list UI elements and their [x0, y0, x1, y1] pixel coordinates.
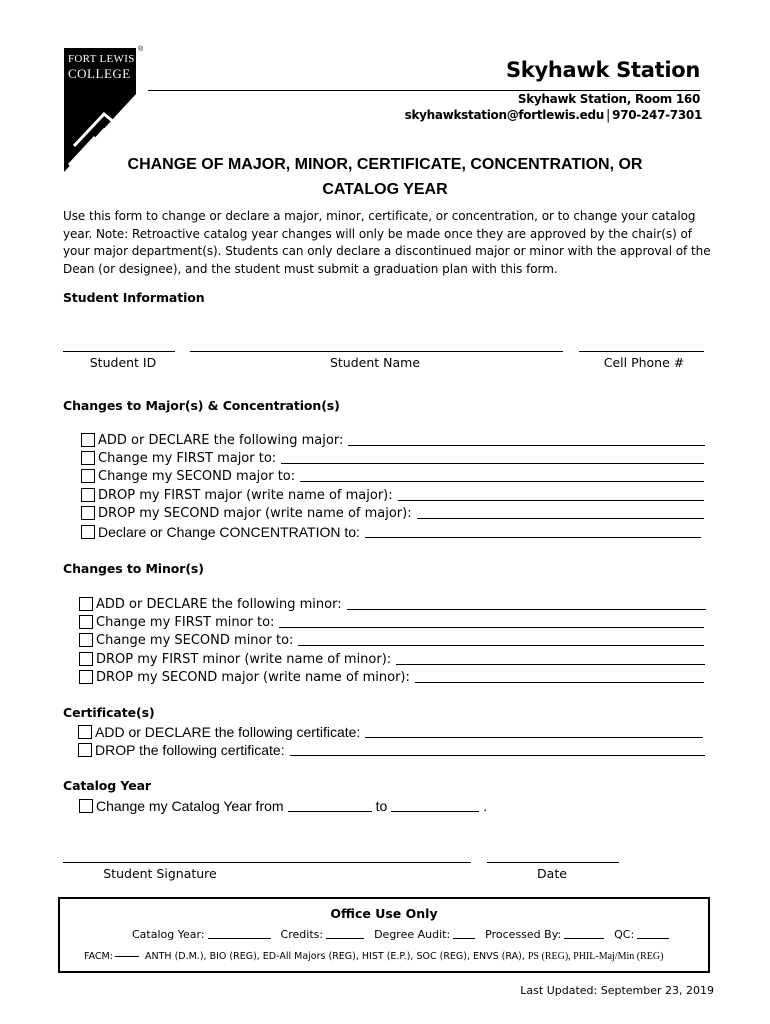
office-processed-by-label: Processed By:: [485, 928, 562, 941]
minor-add-label: ADD or DECLARE the following minor:: [96, 597, 342, 612]
major-second-field[interactable]: [300, 481, 704, 482]
office-catalog-year-label: Catalog Year:: [132, 928, 205, 941]
office-facm-field[interactable]: [115, 956, 139, 957]
major-add-field[interactable]: [348, 445, 705, 446]
minor-drop-first-field[interactable]: [396, 664, 705, 665]
office-phone: 970-247-7301: [612, 108, 702, 122]
form-title: [60, 152, 710, 202]
logo-text-line2: COLLEGE: [68, 66, 131, 81]
minor-drop-first-label: DROP my FIRST minor (write name of minor):: [96, 652, 392, 667]
minor-drop-second-checkbox[interactable]: [79, 670, 93, 684]
catalog-year-from-field[interactable]: [288, 811, 372, 812]
major-drop-second-checkbox[interactable]: [81, 506, 95, 520]
minor-drop-second-label: DROP my SECOND major (write name of minor):: [96, 670, 410, 685]
major-option-first: [81, 448, 704, 466]
catalog-year-period: .: [483, 798, 488, 814]
major-option-drop-first: [81, 485, 704, 503]
minor-second-checkbox[interactable]: [79, 633, 93, 647]
form-title-line1: CHANGE OF MAJOR, MINOR, CERTIFICATE, CONCENTRATION, OR: [127, 156, 643, 173]
major-drop-second-label: DROP my SECOND major (write name of major):: [98, 506, 412, 521]
major-second-checkbox[interactable]: [81, 469, 95, 483]
office-processed-by-field[interactable]: [564, 938, 604, 939]
student-id-label: Student ID: [89, 355, 157, 370]
student-name-field[interactable]: [190, 351, 563, 352]
student-signature-label: Student Signature: [103, 866, 217, 881]
office-contact: [405, 108, 702, 123]
student-signature-field[interactable]: [63, 862, 471, 863]
certificate-add-label: ADD or DECLARE the following certificate:: [95, 724, 361, 740]
catalog-year-to-label: to: [375, 798, 388, 814]
major-option-add: [81, 430, 705, 448]
major-first-checkbox[interactable]: [81, 451, 95, 465]
major-option-drop-second: [81, 503, 704, 521]
office-credits-label: Credits:: [280, 928, 324, 941]
minor-option-first: [79, 612, 704, 630]
certificate-option-add: [78, 722, 703, 740]
certificates-heading: Certificate(s): [63, 705, 155, 720]
minor-drop-second-field[interactable]: [415, 682, 704, 683]
office-location: Skyhawk Station, Room 160: [517, 92, 700, 106]
office-facm-text-serif: PS (REG), PHIL-Maj/Min (REG): [527, 951, 664, 962]
major-first-field[interactable]: [281, 463, 704, 464]
certificate-drop-label: DROP the following certificate:: [95, 742, 285, 758]
minor-add-field[interactable]: [347, 609, 706, 610]
student-info-heading: Student Information: [63, 290, 205, 305]
office-credits-field[interactable]: [326, 938, 364, 939]
certificate-drop-checkbox[interactable]: [78, 743, 92, 757]
minor-option-add: [79, 594, 706, 612]
last-updated: Last Updated: September 23, 2019: [520, 984, 714, 997]
certificate-option-drop: [78, 740, 705, 758]
majors-heading: Changes to Major(s) & Concentration(s): [63, 398, 340, 413]
minor-add-checkbox[interactable]: [79, 597, 93, 611]
student-name-label: Student Name: [329, 355, 421, 370]
office-name-title: Skyhawk Station: [505, 58, 700, 82]
cell-phone-field[interactable]: [579, 351, 704, 352]
major-drop-first-checkbox[interactable]: [81, 488, 95, 502]
major-drop-first-field[interactable]: [398, 500, 704, 501]
header-rule: [148, 90, 700, 91]
major-add-checkbox[interactable]: [81, 433, 95, 447]
catalog-year-prefix: Change my Catalog Year from: [96, 798, 284, 814]
concentration-field[interactable]: [365, 537, 701, 538]
major-drop-first-label: DROP my FIRST major (write name of major):: [98, 488, 393, 503]
catalog-year-heading: Catalog Year: [63, 778, 151, 793]
minor-first-label: Change my FIRST minor to:: [96, 615, 275, 630]
catalog-year-to-field[interactable]: [391, 811, 479, 812]
logo-text-line1: FORT LEWIS: [68, 53, 135, 65]
office-qc-field[interactable]: [637, 938, 669, 939]
major-first-label: Change my FIRST major to:: [98, 451, 277, 466]
office-facm-text: ANTH (D.M.), BIO (REG), ED-All Majors (REG), HIST (E.P.), SOC (REG), ENVS (RA),: [145, 951, 525, 962]
certificate-add-checkbox[interactable]: [78, 725, 92, 739]
major-add-label: ADD or DECLARE the following major:: [98, 433, 344, 448]
office-facm-label: FACM:: [84, 951, 113, 962]
major-drop-second-field[interactable]: [417, 518, 704, 519]
date-label: Date: [537, 866, 567, 881]
cell-phone-label: Cell Phone #: [603, 355, 685, 370]
minor-drop-first-checkbox[interactable]: [79, 652, 93, 666]
registered-mark: ®: [138, 46, 144, 53]
minor-first-checkbox[interactable]: [79, 615, 93, 629]
concentration-option: [81, 522, 701, 540]
minor-option-drop-first: [79, 649, 705, 667]
date-field[interactable]: [487, 862, 619, 863]
catalog-year-option: [79, 796, 487, 814]
office-use-box: [58, 897, 710, 973]
office-use-title: Office Use Only: [330, 906, 438, 921]
certificate-drop-field[interactable]: [290, 755, 705, 756]
office-facm-row: [84, 950, 674, 963]
minor-first-field[interactable]: [279, 627, 704, 628]
student-id-field[interactable]: [63, 351, 175, 352]
office-qc-label: QC:: [614, 928, 635, 941]
form-instructions: Use this form to change or declare a major, minor, certificate, or concentration, or to change your catalog year. Note: Retroactive catalog year changes will only be made once they are approved by the chair(s) of your major department(s). Students can only declare a discontinued major or minor with the approval of the Dean (or designee), and the student must submit a graduation plan with this form.: [63, 209, 711, 277]
concentration-checkbox[interactable]: [81, 525, 95, 539]
form-title-line2: CATALOG YEAR: [322, 181, 448, 198]
office-email-link[interactable]: skyhawkstation@fortlewis.edu: [404, 108, 605, 122]
minors-heading: Changes to Minor(s): [63, 561, 204, 576]
major-option-second: [81, 466, 704, 484]
concentration-label: Declare or Change CONCENTRATION to:: [98, 524, 360, 540]
minor-second-label: Change my SECOND minor to:: [96, 633, 294, 648]
minor-second-field[interactable]: [298, 645, 704, 646]
office-degree-audit-label: Degree Audit:: [374, 928, 451, 941]
minor-option-drop-second: [79, 667, 704, 685]
office-degree-audit-field[interactable]: [453, 938, 475, 939]
contact-separator: |: [606, 108, 611, 123]
certificate-add-field[interactable]: [365, 737, 703, 738]
office-use-fields: [132, 928, 679, 941]
catalog-year-checkbox[interactable]: [79, 799, 93, 813]
major-second-label: Change my SECOND major to:: [98, 469, 296, 484]
office-catalog-year-field[interactable]: [208, 938, 271, 939]
minor-option-second: [79, 630, 704, 648]
